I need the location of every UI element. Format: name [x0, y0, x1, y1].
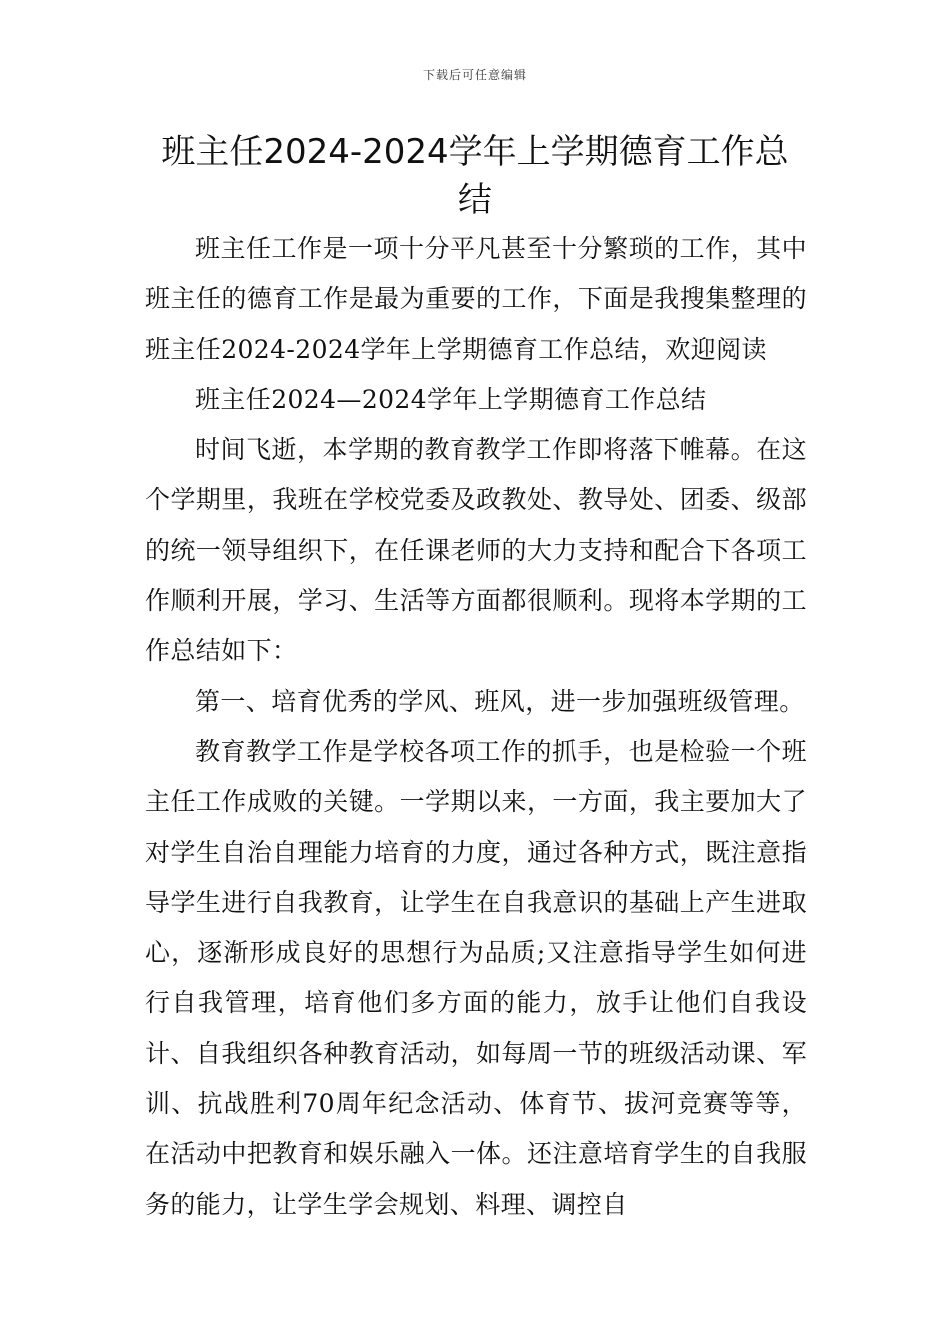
subtitle-paragraph: 班主任2024—2024学年上学期德育工作总结: [195, 384, 707, 414]
intro-paragraph: 班主任工作是一项十分平凡甚至十分繁琐的工作，其中班主任的德育工作是最为重要的工作，下面是我搜集整理的班主任2024-2024学年上学期德育工作总结，欢迎阅读: [145, 234, 807, 364]
document-body: [145, 224, 807, 1230]
header-note: 下载后可任意编辑: [422, 68, 527, 82]
body-paragraph: 教育教学工作是学校各项工作的抓手，也是检验一个班主任工作成败的关键。一学期以来，一方面，我主要加大了对学生自治自理能力培育的力度，通过各种方式，既注意指导学生进行自我教育，让学生在自我意识的基础上产生进取心，逐渐形成良好的思想行为品质;又注意指导学生如何进行自我管理，培育他们多方面的能力，放手让他们自我设计、自我组织各种教育活动，如每周一节的班级活动课、军训、抗战胜利70周年纪念活动、体育节、拔河竞赛等等，在活动中把教育和娱乐融入一体。还注意培育学生的自我服务的能力，让学生学会规划、料理、调控自: [145, 736, 807, 1219]
opening-paragraph: 时间飞逝，本学期的教育教学工作即将落下帷幕。在这个学期里，我班在学校党委及政教处、教导处、团委、级部的统一领导组织下，在任课老师的大力支持和配合下各项工作顺利开展，学习、生活等方面都很顺利。现将本学期的工作总结如下：: [145, 435, 807, 666]
document-title: 班主任2024-2024学年上学期德育工作总结: [161, 132, 789, 220]
section-heading: 第一、培育优秀的学风、班风，进一步加强班级管理。: [195, 686, 805, 716]
